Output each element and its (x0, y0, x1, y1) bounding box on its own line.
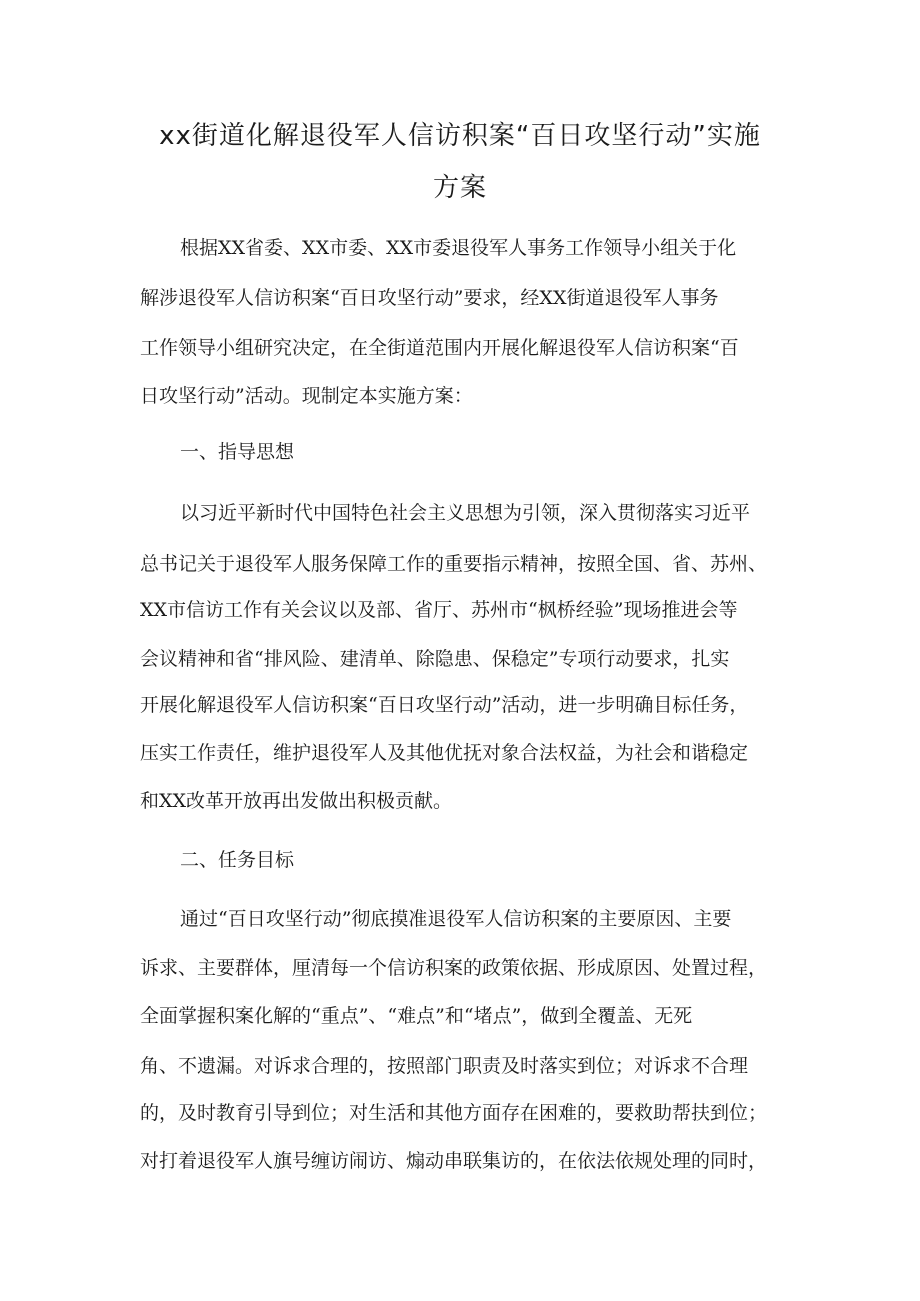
section1-paragraph-line: 会议精神和省“排风险、建清单、除隐患、保稳定”专项行动要求，扎实 (140, 648, 730, 670)
section1-paragraph-line: 以习近平新时代中国特色社会主义思想为引领，深入贯彻落实习近平 (180, 502, 751, 524)
section1-paragraph-line: 和XX改革开放再出发做出积极贡献。 (140, 790, 453, 812)
document-title-line-1: xx街道化解退役军人信访积案“百日攻坚行动”实施 (159, 121, 761, 151)
section2-paragraph-line: 角、不遗漏。对诉求合理的，按照部门职责及时落实到位；对诉求不合理 (140, 1055, 749, 1077)
intro-paragraph-line: 日攻坚行动”活动。现制定本实施方案： (140, 385, 473, 407)
document-title-line-2: 方案 (432, 173, 487, 203)
section1-paragraph-line: XX市信访工作有关会议以及部、省厅、苏州市“枫桥经验”现场推进会等 (140, 599, 738, 621)
section-heading-task-goals: 二、任务目标 (180, 849, 295, 871)
intro-paragraph-line: 解涉退役军人信访积案“百日攻坚行动”要求，经XX街道退役军人事务 (140, 287, 719, 309)
section2-paragraph-line: 全面掌握积案化解的“重点”、“难点”和“堵点”，做到全覆盖、无死 (140, 1005, 693, 1027)
section1-paragraph-line: 压实工作责任，维护退役军人及其他优抚对象合法权益，为社会和谐稳定 (140, 742, 749, 764)
section2-paragraph-line: 对打着退役军人旗号缠访闹访、煽动串联集访的，在依法依规处理的同时， (140, 1150, 768, 1172)
section1-paragraph-line: 开展化解退役军人信访积案“百日攻坚行动”活动，进一步明确目标任务， (140, 694, 749, 716)
section2-paragraph-line: 的，及时教育引导到位；对生活和其他方面存在困难的，要救助帮扶到位； (140, 1102, 768, 1124)
intro-paragraph-line: 工作领导小组研究决定，在全街道范围内开展化解退役军人信访积案“百 (140, 337, 739, 359)
section1-paragraph-line: 总书记关于退役军人服务保障工作的重要指示精神，按照全国、省、苏州、 (140, 553, 768, 575)
section2-paragraph-line: 通过“百日攻坚行动”彻底摸准退役军人信访积案的主要原因、主要 (180, 908, 732, 930)
section-heading-guiding-ideology: 一、指导思想 (180, 441, 295, 463)
intro-paragraph-line: 根据XX省委、XX市委、XX市委退役军人事务工作领导小组关于化 (180, 237, 737, 259)
section2-paragraph-line: 诉求、主要群体，厘清每一个信访积案的政策依据、形成原因、处置过程， (140, 957, 768, 979)
